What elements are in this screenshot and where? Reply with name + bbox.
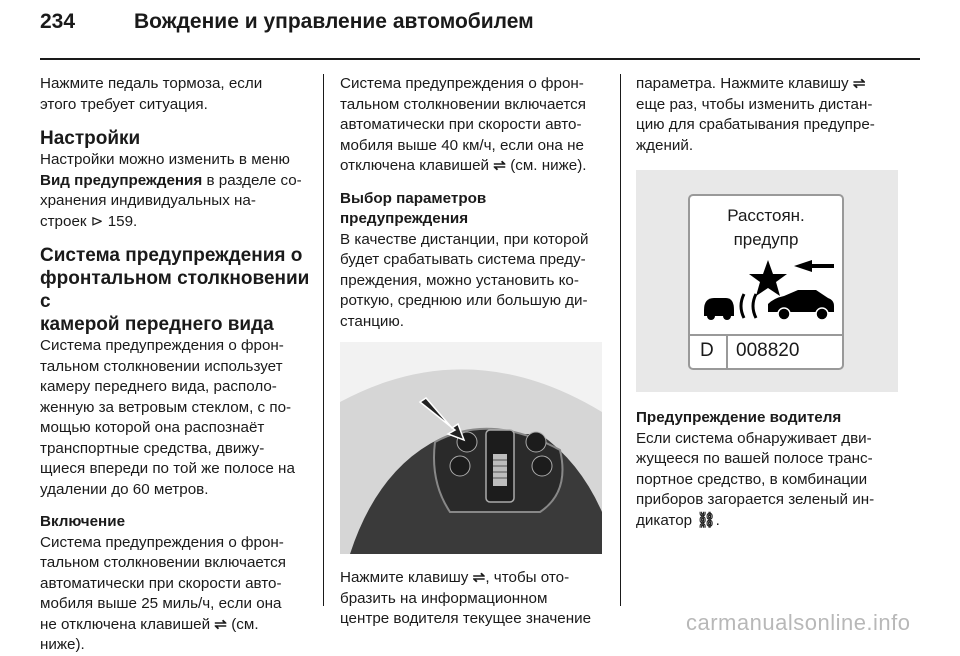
fcw-key-icon: ⇌	[472, 569, 486, 586]
text-line: роткую, среднюю или большую ди-	[340, 292, 588, 309]
display-divider	[726, 336, 728, 369]
subheading-activation: Включение	[40, 513, 126, 530]
text-line: автоматически при скорости авто-	[40, 574, 282, 592]
text-line: приборов загорается зеленый ин-	[636, 491, 875, 508]
site-watermark: carmanualsonline.info	[686, 610, 911, 635]
text-line: Настройки можно изменить в меню	[40, 151, 290, 168]
text-line: ждений.	[636, 136, 694, 154]
text-line: станцию.	[340, 312, 405, 330]
text-line: жущееся по вашей полосе транс-	[636, 450, 873, 467]
following-distance-icon	[698, 254, 838, 330]
text-line: ниже).	[40, 636, 85, 653]
text-line: хранения индивидуальных на-	[40, 192, 256, 209]
page-header	[40, 10, 920, 56]
page-ref-arrow-icon: ⊳	[90, 212, 104, 230]
display-divider	[690, 334, 842, 336]
text-line: преждения, можно установить ко-	[340, 271, 579, 289]
text-line: автоматически при скорости авто-	[340, 116, 582, 133]
text-line: мощью которой она распознаёт	[40, 419, 265, 436]
header-divider	[40, 58, 920, 60]
text-line: строек ⊳ 159.	[40, 212, 138, 230]
driver-info-display-figure	[636, 170, 898, 392]
text-line: Система предупреждения о фрон-	[40, 533, 284, 551]
column-2	[340, 74, 608, 630]
fcw-key-icon: ⇌	[852, 75, 866, 92]
text-line: параметра. Нажмите клавишу ⇌	[636, 75, 866, 92]
text-line: этого требует ситуация.	[40, 95, 208, 113]
section-heading-fcw: Система предупреждения о фронтальном столкновении с камерой переднего вида	[40, 245, 310, 335]
text-line: дикатор ⛓.	[636, 511, 720, 529]
fcw-key-icon: ⇌	[493, 157, 506, 174]
display-label-warning: предупр	[733, 230, 799, 249]
text-line: Нажмите клавишу ⇌, чтобы ото-	[340, 569, 570, 586]
odometer-readout: 008820	[736, 340, 800, 361]
page-number: 234	[40, 10, 76, 33]
text-line: мобиля выше 25 миль/ч, если она	[40, 595, 282, 612]
text-line: удалении до 60 метров.	[40, 480, 209, 498]
text-line: тальном столкновении включается	[40, 554, 286, 571]
text-line: не отключена клавишей ⇌ (см.	[40, 615, 259, 633]
text-line: тальном столкновении включается	[340, 95, 586, 113]
display-screen	[688, 194, 844, 370]
text-line: Нажмите педаль тормоза, если	[40, 75, 263, 92]
section-heading-settings: Настройки	[40, 128, 141, 149]
text-line: отключена клавишей ⇌ (см. ниже).	[340, 157, 587, 174]
text-line: Система предупреждения о фрон-	[40, 337, 284, 354]
text-line: женную за ветровым стеклом, с по-	[40, 398, 292, 416]
text-line: камеру переднего вида, располо-	[40, 378, 277, 395]
text-line: мобиля выше 40 км/ч, если она не	[340, 136, 584, 154]
fcw-key-icon: ⇌	[214, 615, 228, 633]
vehicle-ahead-icon: ⛓	[696, 511, 716, 529]
subheading-driver-warning: Предупреждение водителя	[636, 409, 842, 426]
text-line: Если система обнаруживает дви-	[636, 429, 872, 447]
text-line: В качестве дистанции, при которой	[340, 230, 589, 248]
text-line: тальном столкновении использует	[40, 357, 283, 375]
subheading-warning-selection: Выбор параметров предупреждения	[340, 189, 487, 227]
text-line: центре водителя текущее значение	[340, 610, 592, 627]
menu-reference: Вид предупреждения	[40, 171, 203, 189]
text-line: портное средство, в комбинации	[636, 470, 868, 488]
text-line: цию для срабатывания предупре-	[636, 116, 875, 133]
column-divider	[323, 74, 324, 606]
text-line: транспортные средства, движу-	[40, 439, 265, 457]
text-line: еще раз, чтобы изменить дистан-	[636, 95, 873, 113]
column-divider	[620, 74, 621, 606]
text-line: бразить на информационном	[340, 589, 548, 607]
column-1	[40, 74, 310, 656]
page-title: Вождение и управление автомобилем	[134, 10, 534, 33]
steering-wheel-illustration	[340, 342, 602, 554]
text-line: Система предупреждения о фрон-	[340, 75, 584, 92]
steering-wheel-photo	[340, 342, 602, 554]
text-line: щиеся впереди по той же полосе на	[40, 460, 295, 477]
text-line: Вид предупреждения в разделе со-	[40, 171, 302, 189]
display-label-distance: Расстоян.	[727, 206, 805, 225]
column-3	[636, 74, 920, 531]
text-line: будет срабатывать система преду-	[340, 251, 586, 268]
gear-indicator: D	[700, 340, 714, 361]
